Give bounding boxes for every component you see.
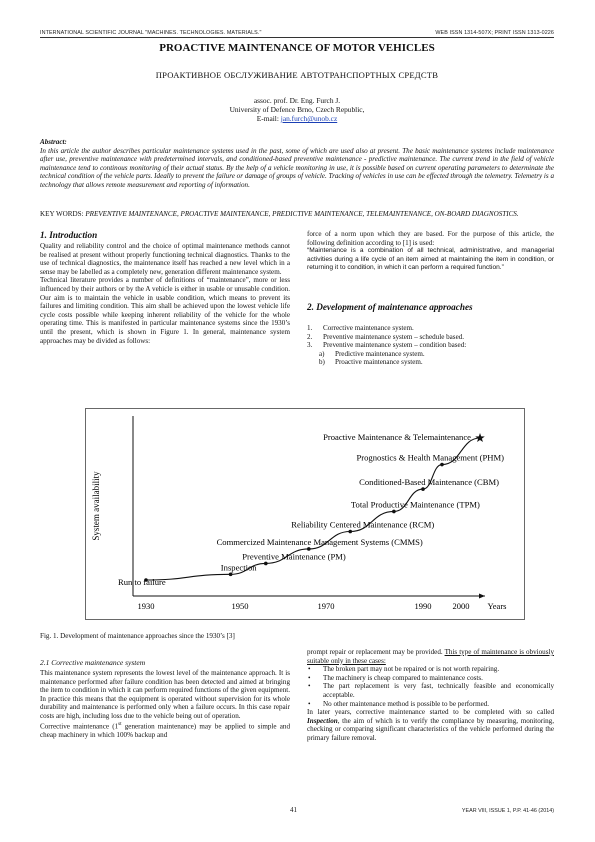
list-item-text: Preventive maintenance system – schedule based.: [323, 332, 465, 341]
section-2-1-body-right: [307, 648, 554, 743]
author-name: assoc. prof. Dr. Eng. Furch J.: [253, 96, 341, 105]
data-point: [264, 562, 268, 566]
bullet-icon: •: [308, 699, 311, 708]
paper-title: PROACTIVE MAINTENANCE OF MOTOR VEHICLES: [159, 42, 435, 54]
corrective-paragraph-4: [307, 708, 554, 742]
list-item: [307, 700, 554, 709]
abstract-label: Abstract:: [40, 138, 67, 146]
list-item-text: Proactive maintenance system.: [335, 358, 423, 367]
corrective-p4-start: In later years, corrective maintenance started to be completed with so called: [307, 708, 554, 717]
abstract: [40, 138, 554, 190]
point-label: Reliability Centered Maintenance (RCM): [291, 519, 435, 530]
bullet-icon: •: [308, 673, 311, 682]
corrective-p2-end: generation maintenance) may be applied to simple and cheap machinery in which 100% backup and: [40, 721, 290, 739]
issue-footer: YEAR VIII, ISSUE 1, P.P. 41-46 (2014): [461, 808, 554, 814]
x-axis-label: Years: [487, 601, 507, 611]
x-tick-label: 1930: [137, 601, 155, 611]
maintenance-evolution-chart: [85, 408, 525, 620]
list-item-text: Corrective maintenance system.: [323, 324, 414, 332]
list-item-text: Predictive maintenance system.: [335, 349, 425, 358]
list-number: 3.: [307, 341, 313, 350]
corrective-bullets: [307, 665, 554, 708]
maintenance-evolution-figure: [85, 408, 525, 620]
corrective-p2-start: Corrective maintenance (1: [40, 721, 119, 730]
inspection-term: Inspection: [307, 716, 338, 725]
corrective-p4-end: , the aim of which is to verify the compliance by measuring, monitoring, checking or comparing significant characteristics of the vehicle performed during the primary failure removal.: [307, 716, 554, 742]
data-point: [392, 510, 396, 514]
maintenance-definition: “Maintenance is a combination of all technical, administrative, and managerial activities during a life cycle of an item aimed at maintaining the item in condition, or returning it to condition, in which it can perform a required function.”: [307, 247, 554, 272]
approach-list-main: [307, 324, 554, 350]
list-item: [307, 341, 554, 350]
list-item-text: Preventive maintenance system – condition based:: [323, 341, 467, 350]
keywords-label: KEY WORDS:: [40, 210, 86, 218]
header-rule: [40, 37, 554, 38]
data-point: [229, 573, 233, 577]
list-item-text: The part replacement is very fast, technically feasible and economically acceptable.: [323, 682, 554, 699]
approach-list: [307, 324, 554, 367]
author-affiliation: University of Defence Brno, Czech Republic,: [229, 105, 365, 114]
section-2-1-heading: 2.1 Corrective maintenance system: [40, 658, 146, 667]
issn-header: WEB ISSN 1314-507X; PRINT ISSN 1313-0226: [435, 30, 554, 36]
list-item: [307, 350, 554, 359]
point-label: Prognostics & Health Management (PHM): [356, 452, 504, 463]
list-item: [307, 358, 554, 367]
star-marker-icon: [475, 433, 485, 442]
list-number: a): [319, 349, 325, 358]
corrective-p3-start: prompt repair or replacement may be provided.: [307, 648, 445, 656]
list-item-text: No other maintenance method is possible to be performed.: [323, 699, 490, 708]
y-axis-label: System availability: [91, 471, 101, 541]
data-point: [421, 487, 425, 491]
point-label: Conditioned-Based Maintenance (CBM): [359, 477, 499, 488]
data-point: [348, 530, 352, 534]
list-item: [307, 333, 554, 342]
bullet-icon: •: [308, 665, 311, 674]
x-tick-label: 1970: [317, 601, 335, 611]
list-number: 2.: [307, 332, 313, 341]
corrective-paragraph-3: [307, 648, 554, 665]
point-label: Run to failure: [118, 577, 166, 587]
corrective-p2-sup: st: [118, 721, 122, 727]
list-item: [307, 682, 554, 699]
list-item: [307, 324, 554, 333]
section-1-body: [40, 242, 290, 345]
corrective-paragraph-1: This maintenance system represents the lowest level of the maintenance approach. It is maintenance performed after failure condition has been detected and aimed at bringing the item to condition in which it can perform required functions of the given equipment. In practice this means that the equipment is operated without supervision for its whole durability and maintenance is performed only when a failure occurs. In this case repair costs are high, including loss due to the vehicle being out of operation.: [40, 669, 290, 720]
bullet-icon: •: [308, 682, 311, 691]
figure-caption: Fig. 1. Development of maintenance approaches since the 1930’s [3]: [40, 632, 235, 640]
x-tick-label: 1990: [414, 601, 432, 611]
page-number: 41: [290, 806, 297, 814]
journal-header: INTERNATIONAL SCIENTIFIC JOURNAL "MACHINES. TECHNOLOGIES. MATERIALS.": [40, 30, 262, 36]
x-axis-arrow-icon: [479, 594, 485, 599]
point-label: Commercized Maintenance Management Systems (CMMS): [216, 536, 423, 547]
point-label: Inspection: [220, 562, 257, 573]
keywords-text: PREVENTIVE MAINTENANCE, PROACTIVE MAINTENANCE, PREDICTIVE MAINTENANCE, TELEMAINTENANCE, ON-BOARD DIAGNOSTICS.: [85, 210, 519, 218]
approach-list-sub: [307, 350, 554, 367]
section-1-body-right: [307, 230, 554, 273]
x-tick-label: 2000: [452, 601, 470, 611]
email-link[interactable]: jan.furch@unob.cz: [280, 114, 338, 123]
point-label: Proactive Maintenance & Telemaintenance: [323, 432, 471, 442]
section-1-heading: 1. Introduction: [40, 230, 98, 240]
corrective-paragraph-2: [40, 721, 290, 740]
x-tick-label: 1950: [231, 601, 249, 611]
email-label: E-mail:: [256, 114, 281, 123]
intro-paragraph-3: force of a norm upon which they are based. For the purpose of this article, the following definition according to [1] is used:: [307, 230, 554, 247]
intro-paragraph-1: Quality and reliability control and the choice of optimal maintenance methods cannot be realised at present without properly functioning technical diagnostics. Thanks to the use of technical diagnostics, the maintenance itself has reached a new level which in a sense may be labelled as a completely new, generation different maintenance system.: [40, 242, 290, 276]
abstract-text: In this article the author describes particular maintenance systems used in the past, some of which are used also at present. The basic maintenance systems include maintenance after use, preventive maintenance with predetermined intervals, and conditioned-based preventive maintenance - predictive maintenance. The current trend in the field of vehicle maintenance tend to continous monitoring of their actual status. By the help of a vehicle monitoring in use, it is possible based on current operating parameters to determinate the technical condition of the vehicle parts. Ideally to prevent the failure or damage of groups of vehicle. Tracking of vehicles in use can be effected through the telemetry. Telemetry is a technology that allows remote measurement and reporting of information.: [40, 146, 554, 189]
data-point: [440, 463, 444, 467]
section-2-heading: 2. Development of maintenance approaches: [307, 302, 473, 312]
list-item: [307, 665, 554, 674]
point-label: Preventive Maintenance (PM): [242, 551, 346, 562]
list-number: 1.: [307, 324, 313, 332]
author-email-line: [40, 114, 554, 123]
section-2-1-body: [40, 669, 290, 739]
data-point: [307, 547, 311, 551]
corrective-p3-underlined: This type of maintenance is obviously suitable only in these cases:: [307, 648, 554, 665]
list-item-text: The broken part may not be repaired or is not worth repairing.: [323, 665, 500, 674]
paper-title-russian: ПРОАКТИВНОЕ ОБСЛУЖИВАНИЕ АВТОТРАНСПОРТНЫХ СРЕДСТВ: [155, 70, 439, 80]
keywords: [40, 210, 554, 219]
intro-paragraph-2: Technical literature provides a number of definitions of “maintenance”, more or less influenced by their authors or by the A vehicle is either in usable or unusable condition. Our aim is to maintain the vehicle in usable condition, which means to prevent its failures and limiting condition. This aim shall be achieved upon the lowest vehicle life cycle costs possible while keeping inherent reliability of the vehicle for the whole operating time. This is manifested in particular maintenance systems since the 1930’s until the present, which is shown in Figure 1. In general, maintenance system approaches may be divided as follows:: [40, 276, 290, 345]
list-number: b): [319, 358, 325, 367]
point-label: Total Productive Maintenance (TPM): [350, 499, 480, 510]
list-item: [307, 674, 554, 683]
list-item-text: The machinery is cheap compared to maintenance costs.: [323, 673, 483, 682]
